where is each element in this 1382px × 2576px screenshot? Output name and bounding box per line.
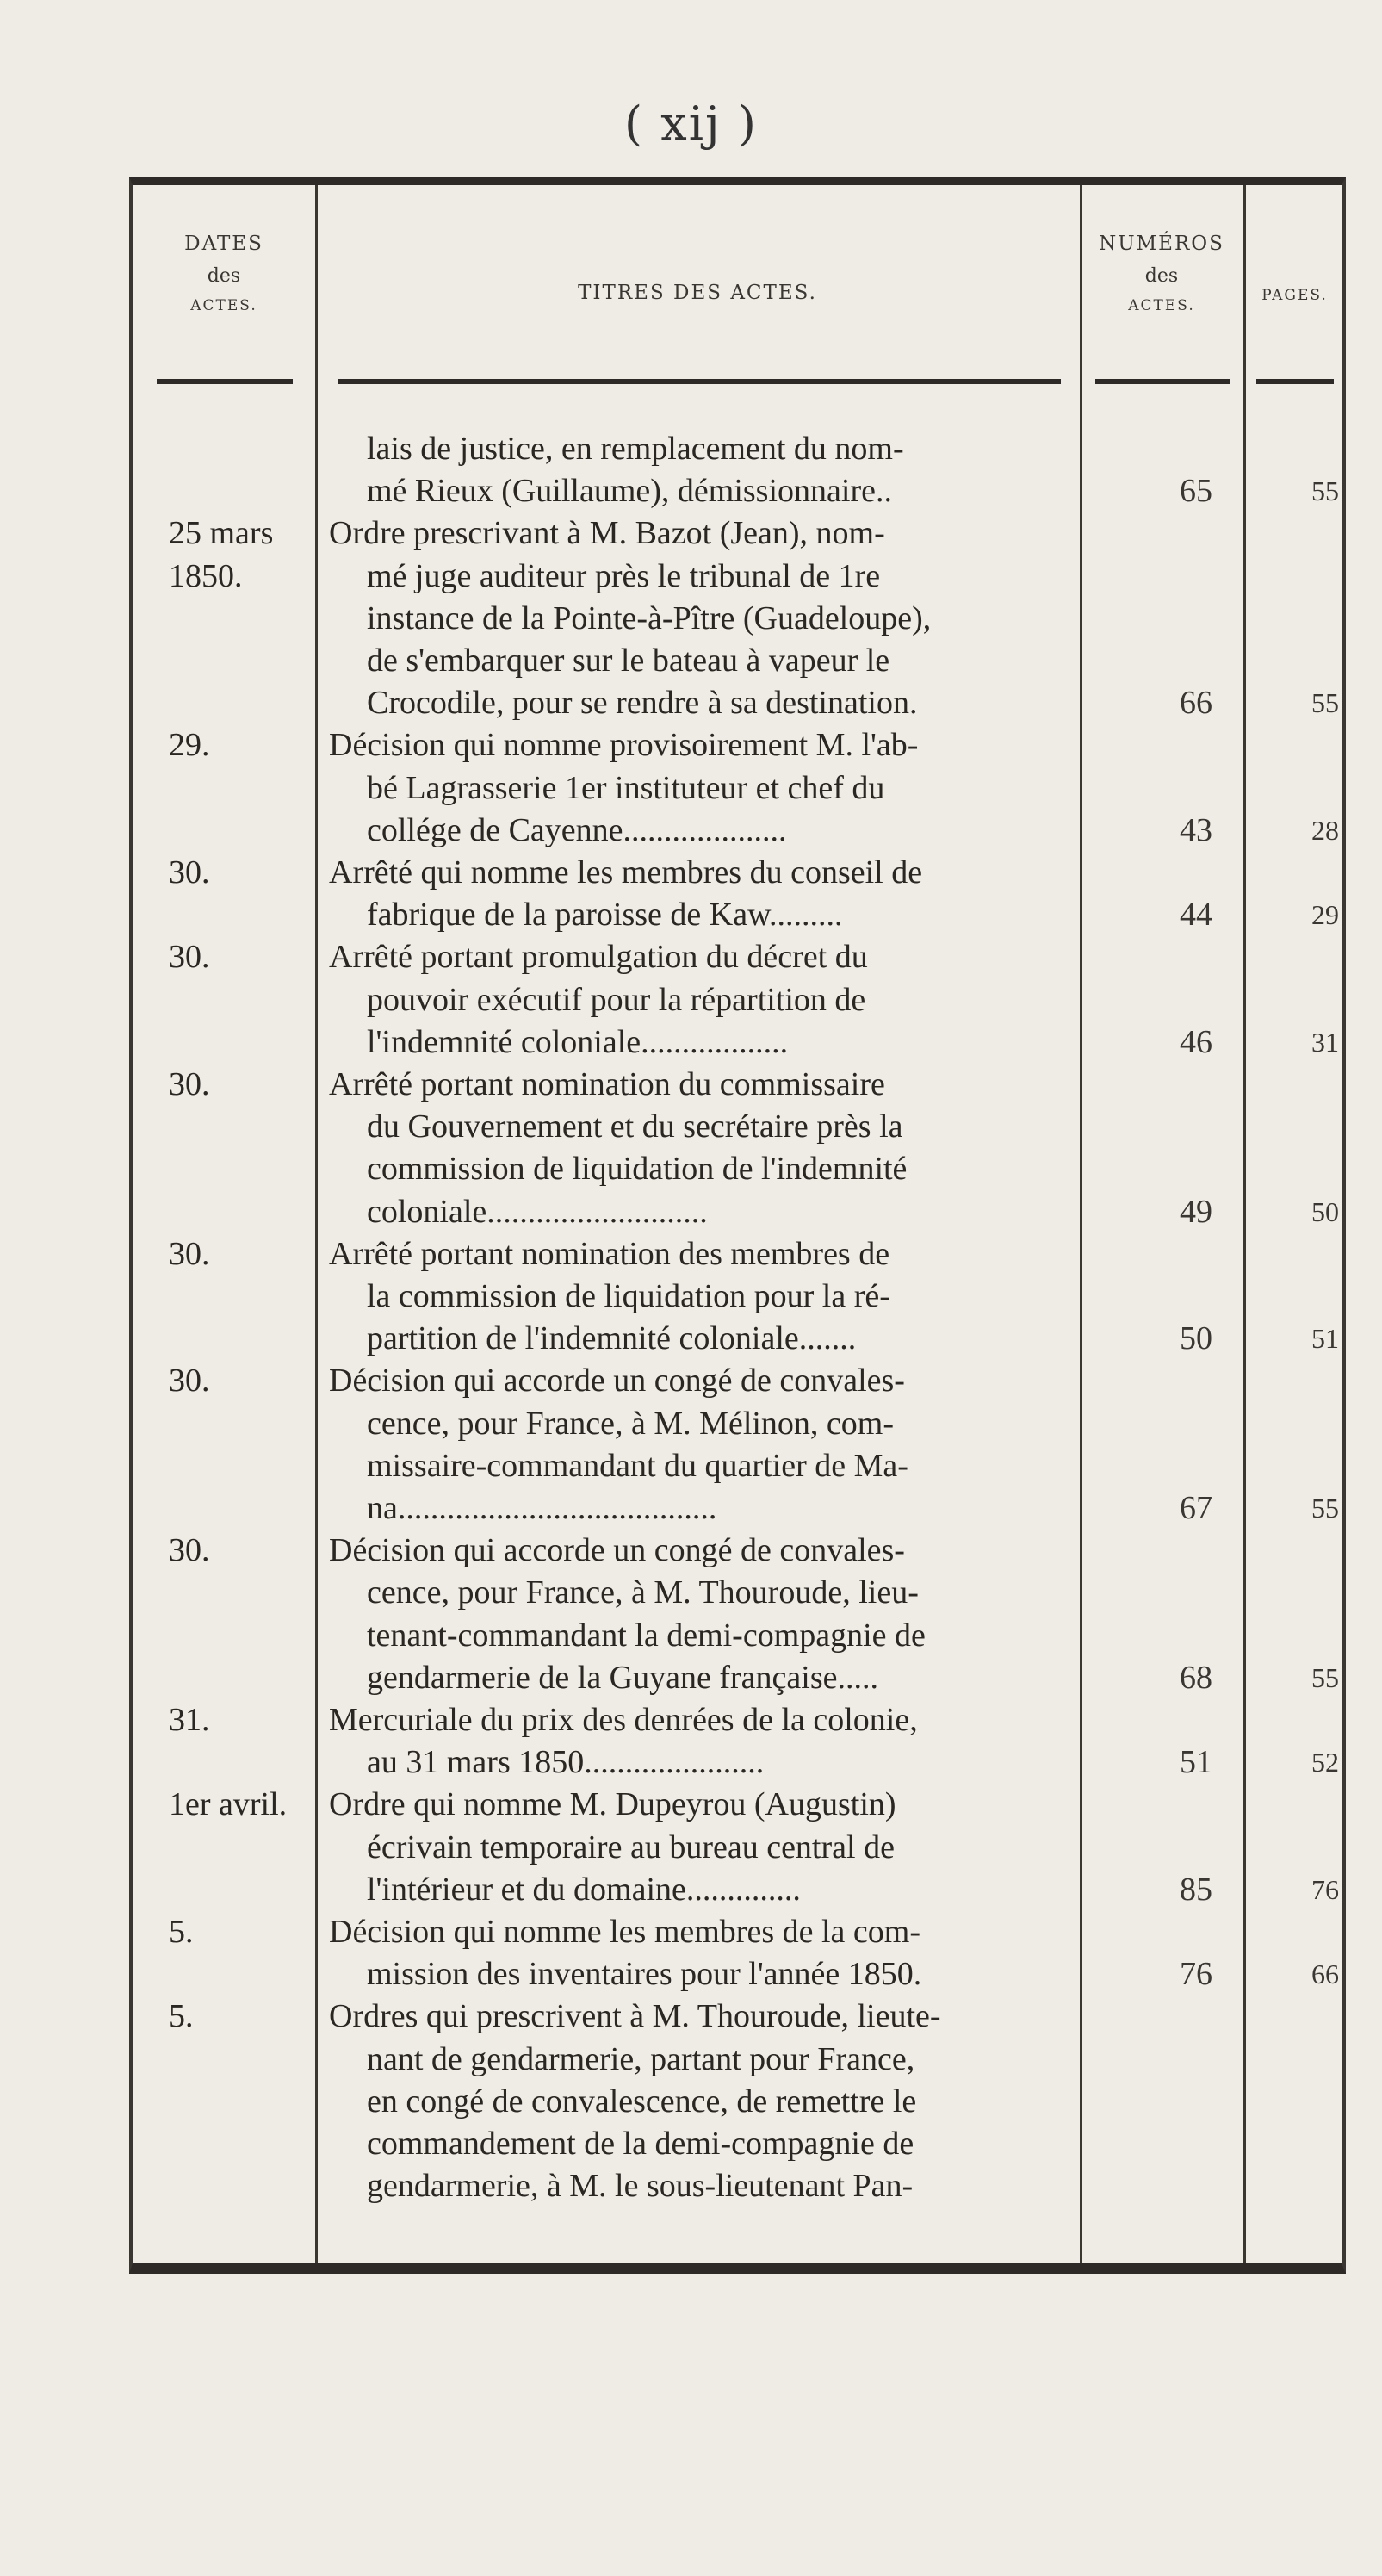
- act-page: 55: [1311, 1661, 1339, 1693]
- act-number: 67: [1180, 1490, 1212, 1526]
- act-page: 29: [1311, 899, 1339, 931]
- act-title: l'intérieur et du domaine..............: [367, 1871, 801, 1908]
- act-title: Décision qui accorde un congé de convales-: [329, 1362, 905, 1400]
- act-title: Décision qui nomme les membres de la com-: [329, 1914, 920, 1950]
- header-pages: PAGES.: [1261, 287, 1328, 304]
- act-title: Mercuriale du prix des denrées de la colonie,: [329, 1702, 918, 1738]
- act-page: 28: [1311, 814, 1339, 846]
- act-title: instance de la Pointe-à-Pître (Guadeloupe),: [367, 599, 932, 636]
- table-row: [133, 512, 1346, 555]
- act-title: la commission de liquidation pour la ré-: [367, 1278, 890, 1314]
- act-title: collége de Cayenne....................: [367, 811, 787, 848]
- act-number: 68: [1180, 1659, 1212, 1696]
- act-title: Décision qui nomme provisoirement M. l'ab-: [329, 727, 919, 764]
- table-row: [133, 470, 1346, 512]
- act-title: mé juge auditeur près le tribunal de 1re: [367, 557, 881, 594]
- act-date: 31.: [169, 1702, 210, 1738]
- act-title: Arrêté portant nomination du commissaire: [329, 1066, 885, 1102]
- act-number: 49: [1180, 1193, 1212, 1230]
- act-date: 5.: [169, 1914, 194, 1950]
- table-row: [133, 1741, 1346, 1784]
- table-row: [133, 1657, 1346, 1699]
- index-table: [129, 177, 1346, 2274]
- table-row: [133, 682, 1346, 724]
- act-title: en congé de convalescence, de remettre le: [367, 2083, 917, 2120]
- table-row: [133, 979, 1346, 1021]
- act-title: Ordre qui nomme M. Dupeyrou (Augustin): [329, 1786, 896, 1823]
- table-row: [133, 852, 1346, 894]
- act-title: mé Rieux (Guillaume), démissionnaire..: [367, 473, 892, 510]
- table-row: [133, 1445, 1346, 1487]
- act-title: Crocodile, pour se rendre à sa destination.: [367, 685, 918, 722]
- table-row: [133, 1106, 1346, 1148]
- act-date: 30.: [169, 939, 210, 976]
- table-row: [133, 1148, 1346, 1190]
- table-row: [133, 810, 1346, 852]
- table-row: [133, 1572, 1346, 1614]
- table-row: [133, 936, 1346, 978]
- header-rule: [1095, 379, 1230, 384]
- act-title: commission de liquidation de l'indemnité: [367, 1151, 908, 1188]
- table-row: [133, 2039, 1346, 2081]
- act-title: Ordres qui prescrivent à M. Thouroude, lieute-: [329, 1998, 941, 2035]
- act-date: 1850.: [169, 557, 243, 594]
- table-row: [133, 1360, 1346, 1402]
- table-row: [133, 1487, 1346, 1530]
- act-title: bé Lagrasserie 1er instituteur et chef du: [367, 769, 885, 806]
- table-row: [133, 1403, 1346, 1445]
- table-row: [133, 894, 1346, 936]
- header-titles: TITRES DES ACTES.: [578, 282, 817, 304]
- act-title: na.......................................: [367, 1490, 717, 1526]
- act-title: Ordre prescrivant à M. Bazot (Jean), nom-: [329, 515, 885, 552]
- act-number: 43: [1180, 811, 1212, 848]
- act-number: 44: [1180, 897, 1212, 934]
- table-row: [133, 1615, 1346, 1657]
- act-date: 30.: [169, 854, 210, 891]
- act-title: l'indemnité coloniale..................: [367, 1023, 789, 1060]
- table-row: [133, 724, 1346, 767]
- act-title: coloniale...........................: [367, 1193, 708, 1230]
- act-title: écrivain temporaire au bureau central de: [367, 1828, 895, 1865]
- act-title: pouvoir exécutif pour la répartition de: [367, 981, 866, 1018]
- act-date: 30.: [169, 1235, 210, 1272]
- table-row: [133, 640, 1346, 682]
- act-number: 66: [1180, 685, 1212, 722]
- table-row: [133, 1530, 1346, 1572]
- header-rule: [338, 379, 1061, 384]
- act-page: 66: [1311, 1958, 1339, 1990]
- table-row: [133, 1953, 1346, 1996]
- act-title: de s'embarquer sur le bateau à vapeur le: [367, 642, 890, 679]
- act-page: 52: [1311, 1747, 1339, 1778]
- table-row: [133, 1021, 1346, 1064]
- header-dates: DATES des ACTES.: [184, 233, 263, 314]
- table-row: [133, 428, 1346, 470]
- act-date: 1er avril.: [169, 1786, 288, 1823]
- table-row: [133, 1318, 1346, 1360]
- header-numeros: NUMÉROS des ACTES.: [1099, 233, 1224, 314]
- act-title: gendarmerie, à M. le sous-lieutenant Pan-: [367, 2168, 914, 2205]
- act-title: cence, pour France, à M. Mélinon, com-: [367, 1405, 895, 1442]
- act-page: 31: [1311, 1026, 1339, 1058]
- act-number: 85: [1180, 1871, 1212, 1908]
- act-number: 76: [1180, 1956, 1212, 1993]
- act-date: 30.: [169, 1066, 210, 1102]
- act-date: 25 mars: [169, 515, 274, 552]
- act-page: 55: [1311, 1493, 1339, 1524]
- act-page: 51: [1311, 1323, 1339, 1355]
- act-title: tenant-commandant la demi-compagnie de: [367, 1617, 926, 1654]
- header-rule: [1256, 379, 1334, 384]
- act-page: 55: [1311, 475, 1339, 507]
- act-title: Arrêté qui nomme les membres du conseil de: [329, 854, 923, 891]
- act-date: 29.: [169, 727, 210, 764]
- table-row: [133, 556, 1346, 598]
- table-row: [133, 767, 1346, 810]
- table-row: [133, 1827, 1346, 1869]
- table-row: [133, 1869, 1346, 1911]
- act-title: lais de justice, en remplacement du nom-: [367, 431, 904, 467]
- table-row: [133, 1699, 1346, 1741]
- act-title: du Gouvernement et du secrétaire près la: [367, 1108, 903, 1145]
- act-title: Arrêté portant nomination des membres de: [329, 1235, 890, 1272]
- act-title: nant de gendarmerie, partant pour France,: [367, 2040, 915, 2077]
- act-title: cence, pour France, à M. Thouroude, lieu-: [367, 1574, 919, 1611]
- act-number: 51: [1180, 1744, 1212, 1781]
- table-row: [133, 1996, 1346, 2038]
- act-page: 76: [1311, 1873, 1339, 1905]
- act-title: fabrique de la paroisse de Kaw.........: [367, 897, 843, 934]
- act-date: 30.: [169, 1532, 210, 1569]
- table-row: [133, 1276, 1346, 1318]
- table-row: [133, 1064, 1346, 1106]
- act-page: 55: [1311, 687, 1339, 719]
- act-title: gendarmerie de la Guyane française.....: [367, 1659, 878, 1696]
- table-row: [133, 1191, 1346, 1233]
- table-row: [133, 2165, 1346, 2207]
- header-rule: [157, 379, 293, 384]
- page-number: ( xij ): [624, 96, 758, 151]
- act-date: 5.: [169, 1998, 194, 2035]
- table-row: [133, 2123, 1346, 2165]
- act-title: missaire-commandant du quartier de Ma-: [367, 1447, 908, 1484]
- act-page: 50: [1311, 1195, 1339, 1227]
- act-number: 65: [1180, 473, 1212, 510]
- act-title: partition de l'indemnité coloniale.......: [367, 1320, 857, 1357]
- act-title: Décision qui accorde un congé de convales-: [329, 1532, 905, 1569]
- act-date: 30.: [169, 1362, 210, 1400]
- act-number: 46: [1180, 1023, 1212, 1060]
- act-number: 50: [1180, 1320, 1212, 1357]
- table-body: [133, 428, 1346, 2237]
- table-row: [133, 1784, 1346, 1826]
- table-row: [133, 2081, 1346, 2123]
- table-row: [133, 598, 1346, 640]
- table-row: [133, 1911, 1346, 1953]
- act-title: au 31 mars 1850......................: [367, 1744, 765, 1781]
- act-title: mission des inventaires pour l'année 1850.: [367, 1956, 922, 1993]
- table-row: [133, 1233, 1346, 1276]
- act-title: Arrêté portant promulgation du décret du: [329, 939, 868, 976]
- act-title: commandement de la demi-compagnie de: [367, 2126, 914, 2162]
